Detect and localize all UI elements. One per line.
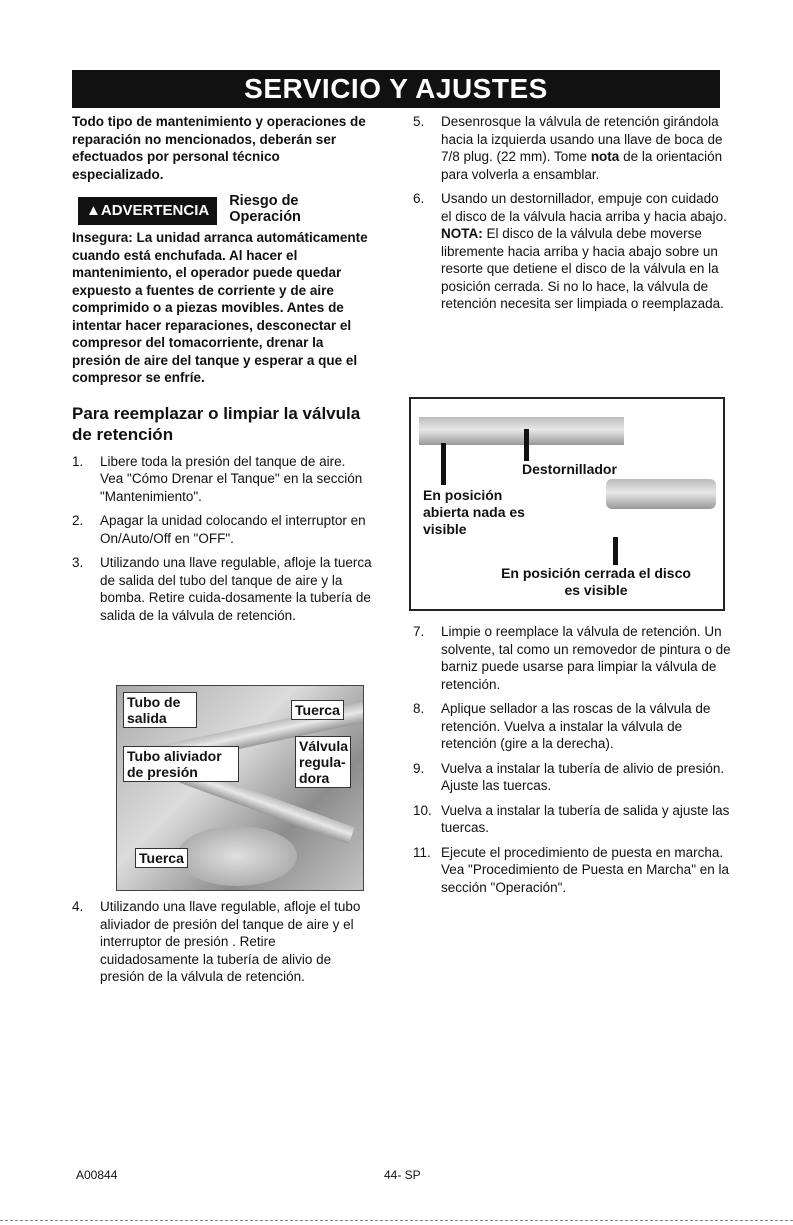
label-tuerca-bottom: Tuerca [135, 848, 188, 868]
warning-label-line1: Riesgo de [229, 193, 299, 209]
step-text: Apagar la unidad colocando el interruptor en On/Auto/Off en "OFF". [100, 513, 366, 546]
warning-text: Insegura: La unidad arranca automáticamente cuando está enchufada. Al hacer el mantenimiento, el operador puede quedar expuesto a fuentes de corriente y de aire comprimido o a piezas movibles. Antes de intentar hacer reparaciones, desconectar el compresor del tomacorriente, drenar la presión de aire del tanque y esperar a que el compresor se enfríe. [72, 230, 368, 385]
valve-open-graphic [419, 417, 624, 445]
valve-photo [116, 685, 364, 891]
list-item [413, 190, 731, 313]
step-number: 2. [72, 513, 84, 528]
list-item [413, 623, 731, 693]
step-number: 1. [72, 453, 84, 469]
step-text-part: Desenrosque la válvula de retención girándola hacia la izquierda usando una llave de boca de 7/8 plug. (22 mm). Tome [441, 114, 723, 164]
step-text: Utilizando una llave regulable, afloje la tuerca de salida del tubo del tanque de aire y la bomba. Retire cuida-dosamente la tubería de salida de la válvula de retención. [100, 555, 372, 623]
footer-divider [0, 1220, 793, 1221]
step-4 [72, 898, 372, 993]
step-text: Vuelva a instalar la tubería de salida y ajuste las tuercas. [441, 802, 730, 835]
label-tubo-aliviador: Tubo aliviador de presión [123, 746, 239, 782]
step-number: 8. [413, 701, 425, 716]
step-number: 3. [72, 555, 84, 570]
step-text: Ejecute el procedimiento de puesta en marcha. Vea "Procedimiento de Puesta en Marcha" en la sección "Operación". [441, 844, 730, 895]
intro-text: Todo tipo de mantenimiento y operaciones de reparación no mencionados, deberán ser efectuados por personal técnico especializado. [72, 114, 366, 182]
warning-badge [78, 197, 217, 225]
warning-header [72, 193, 372, 225]
step-text-part: de la orientación para volverla a ensamblar. [441, 149, 723, 182]
footer-code: A00844 [76, 1168, 118, 1182]
step-text [441, 190, 731, 313]
list-item [413, 113, 731, 183]
step-number: 6. [413, 191, 425, 206]
label-tubo-salida: Tubo de salida [123, 692, 197, 728]
fitting-graphic [177, 826, 297, 886]
list-item [413, 700, 731, 753]
label-destornillador: Destornillador [522, 461, 617, 477]
left-column [72, 113, 372, 631]
steps-left-list [72, 453, 372, 625]
step-text: Utilizando una llave regulable, afloje el tubo aliviador de presión del tanque de aire y el interruptor de presión . Retire cuidadosamente la tubería de alivio de presión de la válvula de retención. [100, 899, 361, 984]
pointer-line [441, 443, 446, 485]
step-text [441, 113, 731, 183]
step-number: 10. [413, 802, 432, 818]
list-item [413, 844, 731, 897]
warning-badge-text: ADVERTENCIA [100, 202, 210, 219]
page-title: SERVICIO Y AJUSTES [72, 70, 720, 108]
step-number: 7. [413, 624, 425, 639]
list-item [72, 898, 372, 986]
section-title: Para reemplazar o limpiar la válvula de retención [72, 403, 361, 444]
step-text-part: Usando un destornillador, empuje con cuidado el disco de la válvula hacia arriba y hacia abajo. [441, 191, 727, 224]
step-text: Aplique sellador a las roscas de la válvula de retención. Vuelva a instalar la válvula de retención (gire a la derecha). [441, 701, 711, 751]
warning-triangle-icon: ▲ [86, 202, 101, 219]
step-number: 4. [72, 899, 84, 914]
list-item [72, 554, 372, 624]
warning-label [229, 193, 301, 225]
list-item [72, 512, 372, 547]
label-tuerca-top: Tuerca [291, 700, 344, 720]
step-number: 5. [413, 114, 425, 129]
list-item [413, 802, 731, 837]
step-text-part: El disco de la válvula debe moverse libremente hacia arriba y hacia abajo sobre un resorte que detiene el disco de la válvula en la posición cerrada. Si no lo hace, la válvula de retención necesita ser limpiada o reemplazada. [441, 226, 724, 311]
right-column-bottom [413, 623, 731, 903]
step-text: Limpie o reemplace la válvula de retención. Un solvente, tal como un removedor de pintura o de barniz puede usarse para limpiar la válvula de retención. [441, 624, 731, 692]
warning-label-line2: Operación [229, 209, 301, 225]
step-text: Libere toda la presión del tanque de aire. Vea "Cómo Drenar el Tanque" en la sección "Mantenimiento". [100, 453, 363, 504]
list-item [72, 453, 372, 506]
label-abierta: En posición abierta nada es visible [423, 487, 541, 538]
list-item [413, 760, 731, 795]
step-bold: nota [590, 149, 620, 164]
footer-page-number: 44- SP [384, 1168, 421, 1182]
step-bold: NOTA: [441, 226, 483, 241]
step-number: 9. [413, 760, 425, 776]
step-number: 11. [413, 844, 431, 860]
valve-closed-graphic [606, 479, 716, 509]
check-valve-figure [409, 397, 725, 611]
label-cerrada: En posición cerrada el disco es visible [501, 565, 691, 598]
step-text: Vuelva a instalar la tubería de alivio de presión. Ajuste las tuercas. [441, 760, 725, 793]
right-column-top [413, 113, 731, 320]
label-valvula: Válvula regula- dora [295, 736, 351, 788]
